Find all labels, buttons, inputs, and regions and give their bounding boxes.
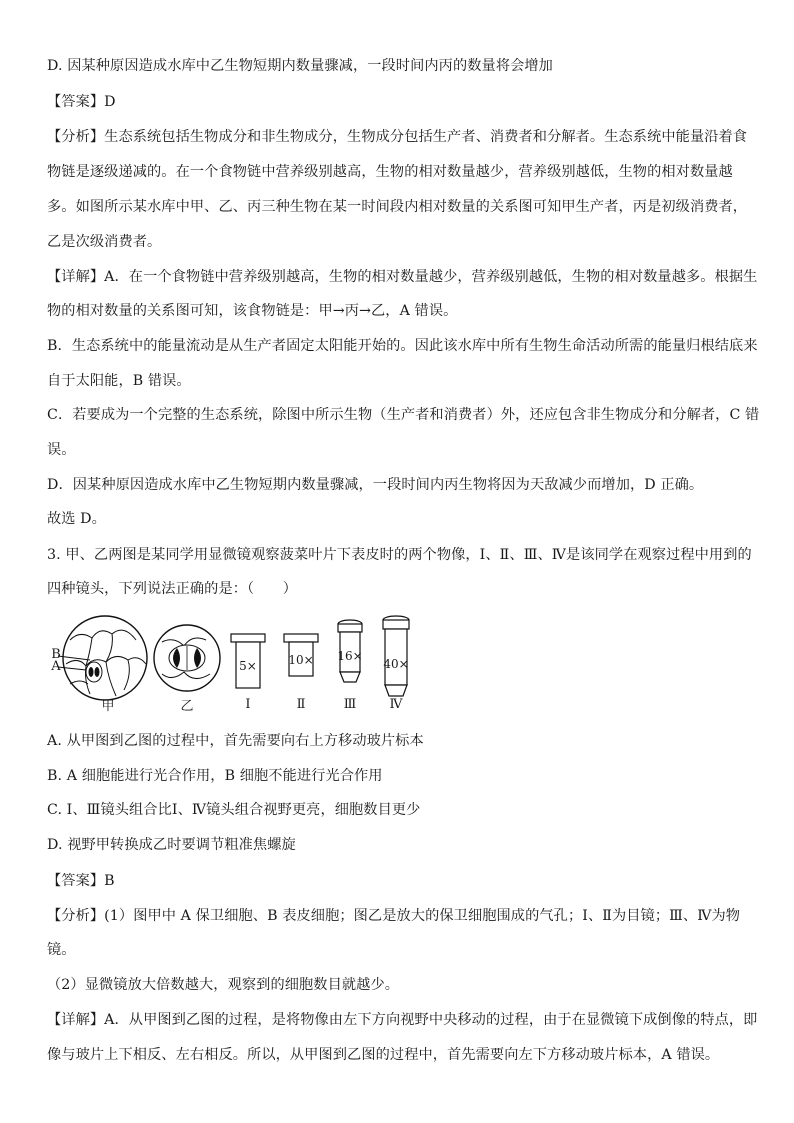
view-yi-label: 乙	[180, 699, 194, 714]
detail-line: 物的相对数量的关系图可知，该食物链是：甲→丙→乙，A 错误。	[47, 303, 458, 319]
lens-3-magnification: 16×	[337, 649, 363, 663]
detail-line: 误。	[47, 442, 76, 458]
label-a: A	[51, 659, 61, 674]
answer-label: 【答案】B	[47, 873, 115, 889]
detail-line: 自于太阳能，B 错误。	[47, 373, 191, 389]
option-a: A. 从甲图到乙图的过程中，首先需要向右上方移动玻片标本	[47, 733, 424, 749]
option-d: D. 视野甲转换成乙时要调节粗准焦螺旋	[47, 837, 296, 853]
detail-line: 【详解】A．从甲图到乙图的过程，是将物像由左下方向视野中央移动的过程，由于在显微镜下成倒像的特点，即	[47, 1012, 758, 1028]
lens-2-magnification: 10×	[288, 653, 314, 667]
detail-line: B．生态系统中的能量流动是从生产者固定太阳能开始的。因此该水库中所有生物生命活动所需的能量归根结底来	[47, 338, 758, 354]
question-stem: 3. 甲、乙两图是某同学用显微镜观察菠菜叶片下表皮时的两个物像，Ⅰ、Ⅱ、Ⅲ、Ⅳ是该同学在观察过程中用到的	[47, 547, 752, 563]
lens-1-name: Ⅰ	[245, 697, 251, 712]
microscope-figure	[50, 612, 430, 717]
option-c: C. Ⅰ、Ⅲ镜头组合比Ⅰ、Ⅳ镜头组合视野更亮，细胞数目更少	[47, 802, 421, 818]
view-jia-circle	[58, 616, 147, 700]
answer-label: 【答案】D	[47, 94, 116, 110]
option-d-previous: D. 因某种原因造成水库中乙生物短期内数量骤减，一段时间内丙的数量将会增加	[47, 58, 553, 74]
lens-3-name: Ⅲ	[343, 697, 357, 712]
view-jia-label: 甲	[101, 699, 115, 714]
conclusion-line: 故选 D。	[47, 511, 106, 527]
option-b: B. A 细胞能进行光合作用，B 细胞不能进行光合作用	[47, 768, 383, 784]
analysis-line: 物链是逐级递减的。在一个食物链中营养级别越高，生物的相对数量越少，营养级别越低，生物的相对数量越	[47, 164, 733, 180]
detail-line: 像与玻片上下相反、左右相反。所以，从甲图到乙图的过程中，首先需要向左下方移动玻片标本，A 错误。	[47, 1047, 720, 1063]
analysis-line: 镜。	[47, 942, 76, 958]
analysis-line: 多。如图所示某水库中甲、乙、丙三种生物在某一时间段内相对数量的关系图可知甲生产者，丙是初级消费者，	[47, 199, 748, 215]
lens-1-magnification: 5×	[239, 659, 257, 673]
lens-4-magnification: 40×	[383, 657, 409, 671]
lens-4-name: Ⅳ	[389, 697, 403, 712]
view-yi-circle	[154, 625, 220, 691]
analysis-line: （2）显微镜放大倍数越大，观察到的细胞数目就越少。	[47, 977, 400, 993]
detail-line: 【详解】A．在一个食物链中营养级别越高，生物的相对数量越少，营养级别越低，生物的相对数量越多。根据生	[47, 269, 758, 285]
analysis-line: 【分析】生态系统包括生物成分和非生物成分，生物成分包括生产者、消费者和分解者。生态系统中能量沿着食	[47, 129, 748, 145]
analysis-line: 乙是次级消费者。	[47, 234, 162, 250]
analysis-line: 【分析】(1）图甲中 A 保卫细胞、B 表皮细胞；图乙是放大的保卫细胞围成的气孔；Ⅰ、Ⅱ为目镜；Ⅲ、Ⅳ为物	[47, 908, 741, 924]
label-b: B	[51, 647, 61, 662]
detail-line: D．因某种原因造成水库中乙生物短期内数量骤减，一段时间内丙生物将因为天敌减少而增加，D 正确。	[47, 477, 704, 493]
lens-2-name: Ⅱ	[296, 697, 306, 712]
question-stem: 四种镜头，下列说法正确的是：（ ）	[47, 581, 298, 597]
detail-line: C．若要成为一个完整的生态系统，除图中所示生物（生产者和消费者）外，还应包含非生物成分和分解者，C 错	[47, 407, 760, 423]
